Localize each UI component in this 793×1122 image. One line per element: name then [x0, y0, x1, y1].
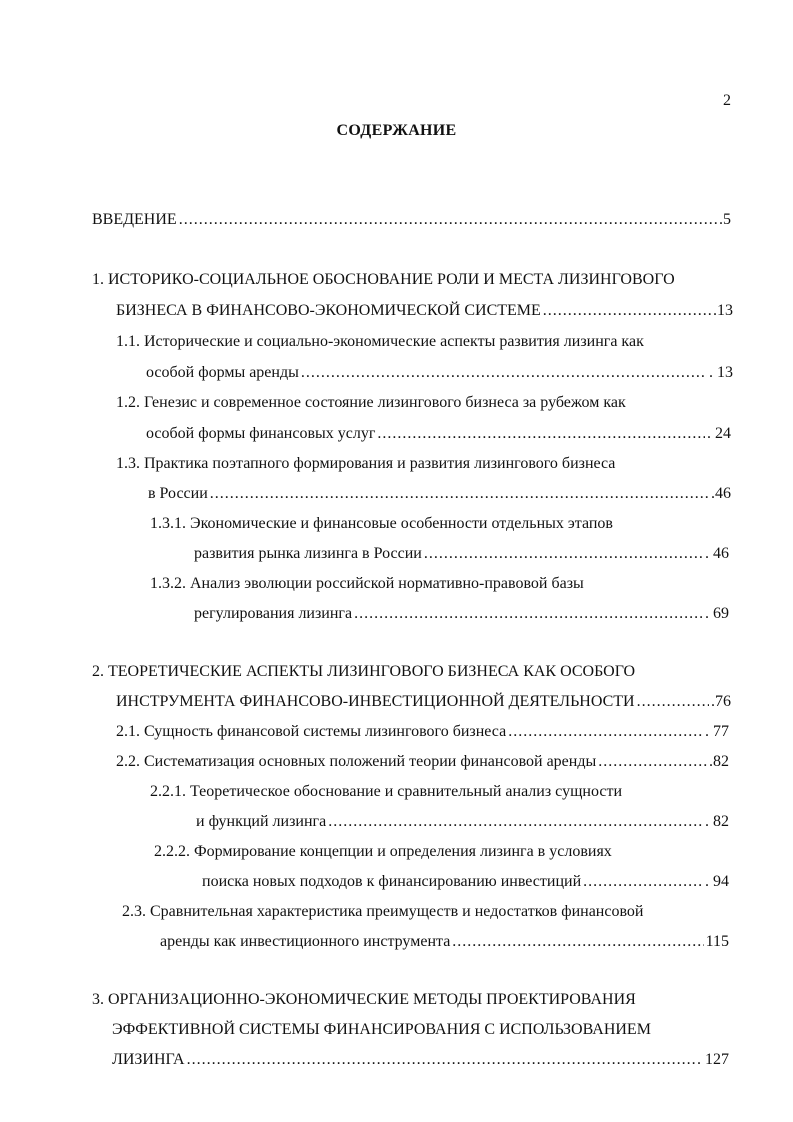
dot-leader	[508, 722, 703, 742]
toc-page-number: .46	[711, 485, 731, 502]
dot-leader	[301, 363, 707, 383]
toc-section-1-1-line2[interactable]: особой формы аренды ..... . 13	[146, 363, 733, 383]
toc-page-number: .13	[713, 302, 733, 319]
toc-chapter-2-line2[interactable]: ИНСТРУМЕНТА ФИНАНСОВО-ИНВЕСТИЦИОННОЙ ДЕЯТЕЛЬНОСТИ ..... .76	[116, 692, 731, 712]
toc-page-number: . 13	[709, 364, 733, 381]
toc-page-number: . 69	[705, 605, 729, 622]
page-title: СОДЕРЖАНИЕ	[336, 122, 457, 139]
dot-leader	[187, 1050, 695, 1070]
toc-section-2-2[interactable]: 2.2. Систематизация основных положений теории финансовой аренды ..... .82	[116, 752, 729, 772]
toc-chapter-2-line1[interactable]: 2. ТЕОРЕТИЧЕСКИЕ АСПЕКТЫ ЛИЗИНГОВОГО БИЗНЕСА КАК ОСОБОГО	[92, 663, 636, 680]
page-number: 2	[723, 92, 731, 109]
toc-section-1-3-line1[interactable]: 1.3. Практика поэтапного формирования и развития лизингового бизнеса	[116, 455, 616, 472]
toc-entry-intro[interactable]: ВВЕДЕНИЕ ..... .5	[92, 210, 731, 230]
dot-leader	[328, 812, 703, 832]
toc-subsection-1-3-1-line2[interactable]: развития рынка лизинга в России ..... . 46	[194, 544, 729, 564]
toc-subsection-1-3-1-line1[interactable]: 1.3.1. Экономические и финансовые особенности отдельных этапов	[150, 515, 613, 532]
dot-leader	[354, 604, 703, 624]
toc-chapter-3-line3[interactable]: ЛИЗИНГА ..... . 127	[112, 1050, 729, 1070]
toc-section-1-2-line2[interactable]: особой формы финансовых услуг ..... . 24	[146, 424, 731, 444]
dot-leader	[598, 752, 707, 772]
toc-chapter-1-line1[interactable]: 1. ИСТОРИКО-СОЦИАЛЬНОЕ ОБОСНОВАНИЕ РОЛИ И МЕСТА ЛИЗИНГОВОГО	[92, 271, 675, 288]
dot-leader	[583, 872, 703, 892]
toc-page-number: . 82	[705, 813, 729, 830]
dot-leader	[210, 484, 709, 504]
toc-chapter-3-line1[interactable]: 3. ОРГАНИЗАЦИОННО-ЭКОНОМИЧЕСКИЕ МЕТОДЫ ПРОЕКТИРОВАНИЯ	[92, 991, 636, 1008]
toc-page-number: . 77	[705, 723, 729, 740]
toc-subsection-1-3-2-line2[interactable]: регулирования лизинга ..... . 69	[194, 604, 729, 624]
toc-page-number: . 127	[697, 1051, 729, 1068]
toc-page-number: .5	[719, 211, 731, 228]
toc-subsection-2-2-1-line1[interactable]: 2.2.1. Теоретическое обоснование и сравнительный анализ сущности	[150, 783, 622, 800]
toc-section-1-2-line1[interactable]: 1.2. Генезис и современное состояние лизингового бизнеса за рубежом как	[116, 394, 626, 411]
toc-subsection-2-2-2-line2[interactable]: поиска новых подходов к финансированию инвестиций ..... . 94	[202, 872, 729, 892]
toc-subsection-2-2-2-line1[interactable]: 2.2.2. Формирование концепции и определения лизинга в условиях	[154, 843, 612, 860]
toc-subsection-2-2-1-line2[interactable]: и функций лизинга ..... . 82	[196, 812, 729, 832]
toc-section-2-1[interactable]: 2.1. Сущность финансовой системы лизингового бизнеса ..... . 77	[116, 722, 729, 742]
dot-leader	[452, 932, 703, 952]
toc-section-2-3-line1[interactable]: 2.3. Сравнительная характеристика преимуществ и недостатков финансовой	[122, 903, 644, 920]
toc-page-number: .76	[711, 693, 731, 710]
dot-leader	[377, 424, 705, 444]
toc-chapter-1-line2[interactable]: БИЗНЕСА В ФИНАНСОВО-ЭКОНОМИЧЕСКОЙ СИСТЕМЕ ..... .13	[116, 301, 733, 321]
dot-leader	[543, 301, 711, 321]
dot-leader	[637, 692, 709, 712]
toc-section-1-3-line2[interactable]: в России ..... .46	[148, 484, 731, 504]
toc-chapter-3-line2[interactable]: ЭФФЕКТИВНОЙ СИСТЕМЫ ФИНАНСИРОВАНИЯ С ИСПОЛЬЗОВАНИЕМ	[112, 1021, 651, 1038]
dot-leader	[179, 210, 717, 230]
dot-leader	[424, 544, 703, 564]
toc-page-number: . 94	[705, 873, 729, 890]
toc-page-number: . 46	[705, 545, 729, 562]
toc-page-number: .82	[709, 753, 729, 770]
toc-page-number: . 24	[707, 425, 731, 442]
toc-section-1-1-line1[interactable]: 1.1. Исторические и социально-экономические аспекты развития лизинга как	[116, 333, 644, 350]
toc-subsection-1-3-2-line1[interactable]: 1.3.2. Анализ эволюции российской нормативно-правовой базы	[150, 575, 584, 592]
toc-section-2-3-line2[interactable]: аренды как инвестиционного инструмента ..... 115	[160, 932, 729, 952]
toc-page-number: 115	[705, 933, 729, 950]
